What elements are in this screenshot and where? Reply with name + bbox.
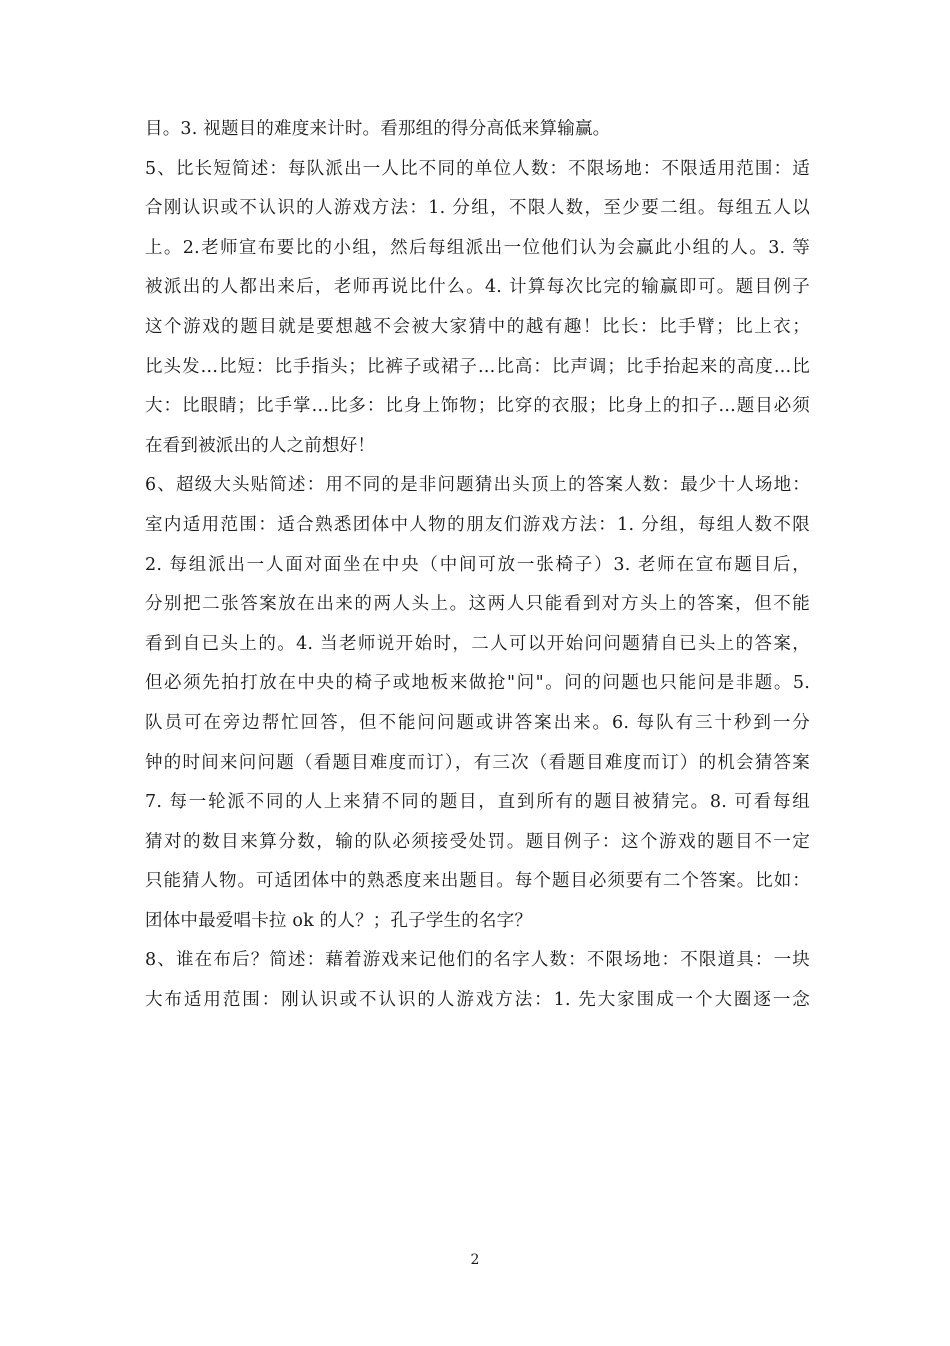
text-line: 5、比长短简述：每队派出一人比不同的单位人数：不限场地：不限适用范围：适 <box>145 158 810 179</box>
text-line: 6、超级大头贴简述：用不同的是非问题猜出头顶上的答案人数：最少十人场地： <box>145 475 810 496</box>
text-line: 大布适用范围：刚认识或不认识的人游戏方法：1. 先大家围成一个大圈逐一念 <box>145 990 810 1011</box>
text-line: 被派出的人都出来后，老师再说比什么。4. 计算每次比完的输赢即可。题目例子 <box>145 277 810 298</box>
text-line: 队员可在旁边帮忙回答，但不能问问题或讲答案出来。6. 每队有三十秒到一分 <box>145 712 810 733</box>
text-line: 团体中最爱唱卡拉 ok 的人？；孔子学生的名字？ <box>145 910 533 931</box>
text-line: 上。2.老师宣布要比的小组，然后每组派出一位他们认为会赢此小组的人。3. 等 <box>145 237 810 258</box>
text-line: 只能猜人物。可适团体中的熟悉度来出题目。每个题目必须要有二个答案。比如： <box>145 871 810 892</box>
text-line: 目。3. 视题目的难度来计时。看那组的得分高低来算输赢。 <box>145 119 611 139</box>
page-number: 2 <box>470 1252 480 1268</box>
text-line: 分别把二张答案放在出来的两人头上。这两人只能看到对方头上的答案，但不能 <box>145 594 810 615</box>
text-line: 但必须先拍打放在中央的椅子或地板来做抢"问"。问的问题也只能问是非题。5. <box>145 673 810 694</box>
text-line: 8、谁在布后？简述：藉着游戏来记他们的名字人数：不限场地：不限道具：一块 <box>145 950 810 971</box>
text-line: 比头发…比短：比手指头；比裤子或裙子…比高：比声调；比手抬起来的高度…比 <box>145 356 810 377</box>
text-line: 在看到被派出的人之前想好！ <box>145 435 376 456</box>
text-line: 钟的时间来问问题（看题目难度而订），有三次（看题目难度而订）的机会猜答案 <box>145 752 810 773</box>
body-text <box>145 110 810 1021</box>
text-line: 大：比眼睛；比手掌…比多：比身上饰物；比穿的衣服；比身上的扣子…题目必须 <box>145 396 810 417</box>
text-line: 这个游戏的题目就是要想越不会被大家猜中的越有趣！比长：比手臂；比上衣； <box>145 316 810 337</box>
text-line: 合刚认识或不认识的人游戏方法：1. 分组，不限人数，至少要二组。每组五人以 <box>145 198 810 219</box>
text-line: 猜对的数目来算分数，输的队必须接受处罚。题目例子：这个游戏的题目不一定 <box>145 831 810 852</box>
text-line: 室内适用范围：适合熟悉团体中人物的朋友们游戏方法：1. 分组，每组人数不限 <box>145 514 810 535</box>
text-line: 看到自已头上的。4. 当老师说开始时，二人可以开始问问题猜自已头上的答案， <box>145 633 810 654</box>
text-line: 2. 每组派出一人面对面坐在中央（中间可放一张椅子）3. 老师在宣布题目后， <box>145 554 810 575</box>
text-line: 7. 每一轮派不同的人上来猜不同的题目，直到所有的题目被猜完。8. 可看每组 <box>145 792 810 813</box>
